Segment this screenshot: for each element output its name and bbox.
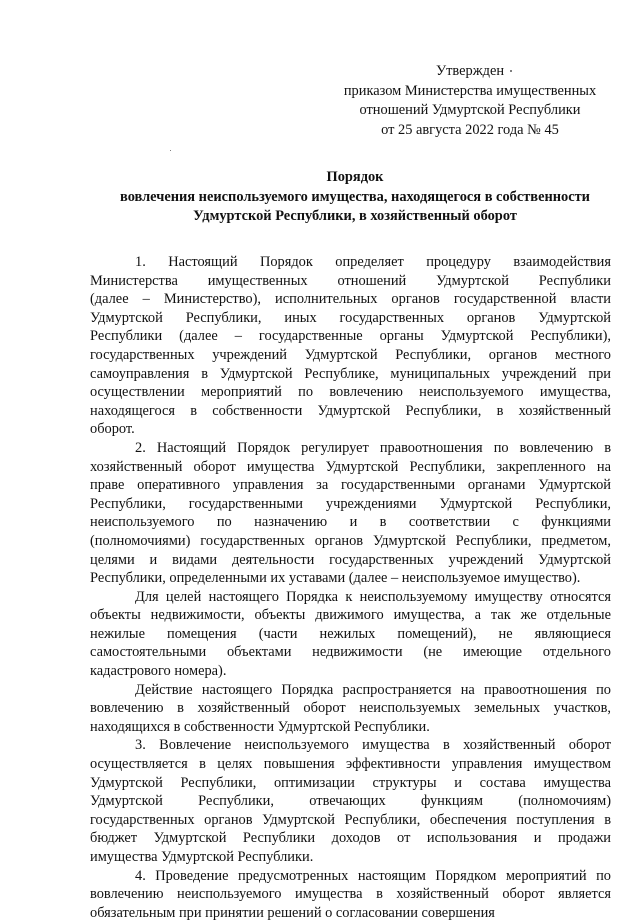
paragraph-line: (далее – Министерство), исполнительных органов государственной власти [90,291,611,308]
document-title [80,168,630,227]
paragraph-line: Республики, государственными учреждениями Удмуртской Республики, [90,495,611,512]
approval-line-3: отношений Удмуртской Республики [359,102,581,118]
paragraph-line: находящихся в собственности Удмуртской Республики. [90,718,430,735]
document-body [90,253,611,922]
paragraph [90,681,611,737]
approval-line-1: Утвержден [435,63,505,79]
title-line-2: вовлечения неиспользуемого имущества, находящегося в собственности [120,188,590,205]
paragraph-line: имущества Удмуртской Республики. [90,849,314,865]
scan-speck [170,150,171,151]
paragraph [90,588,611,681]
paragraph-line: неиспользуемого по назначению и в соответствии с функциями [90,514,611,531]
paragraph-line: Для целей настоящего Порядка к неиспользуемому имуществу относятся [135,588,611,605]
paragraph-line: вовлечению неиспользуемого имущества в хозяйственный оборот является [90,886,611,903]
paragraph-line: нежилые помещения (части нежилых помещений), не являющиеся [90,625,611,642]
paragraph-line: осуществляется в целях повышения эффективности управления имуществом [90,756,611,773]
paragraph-line: вовлечению в хозяйственный оборот неиспользуемых земельных участков, [90,700,611,717]
paragraph-line: государственных учреждений Удмуртской Республики, органов местного [90,346,611,363]
paragraph-line: самостоятельными объектами недвижимости (не имеющие отдельного [90,644,611,661]
paragraph [90,736,611,866]
approval-line-2: приказом Министерства имущественных [343,82,597,99]
paragraph-line: 1. Настоящий Порядок определяет процедуру взаимодействия [135,254,611,270]
paragraph-line: осуществлении мероприятий по вовлечению неиспользуемого имущества, [90,384,611,401]
paragraph-line: Удмуртской Республики, отвечающих функциям (полномочиям) [90,793,611,810]
paragraph-line: Удмуртской Республики, оптимизации структуры и состава имущества [90,774,611,791]
paragraph-line: объекты недвижимости, объекты движимого имущества, а так же отдельные [90,607,611,624]
approval-line-4: от 25 августа 2022 года № 45 [381,121,559,138]
paragraph-line: обязательным при принятии решений о согласовании совершения [90,904,495,921]
paragraph-line: 4. Проведение предусмотренных настоящим Порядком мероприятий по [135,867,611,884]
paragraph [90,867,611,922]
paragraph [90,439,611,588]
paragraph-line: Удмуртской Республики, иных государственных органов Удмуртской [90,309,611,326]
paragraph-line: праве оперативного управления за государственными органами Удмуртской [90,477,611,494]
approval-stamp [330,62,610,140]
paragraph-line: Действие настоящего Порядка распространяется на правоотношения по [135,681,611,698]
paragraph-line: хозяйственный оборот имущества Удмуртской Республики, закрепленного на [90,458,611,475]
paragraph-line: оборот. [90,421,135,438]
paragraph-line: Республики, определенными их уставами (далее – неиспользуемое имущество). [90,570,581,587]
paragraph-line: самоуправления в Удмуртской Республике, муниципальных учреждений при [90,365,611,382]
paragraph-line: кадастрового номера). [90,663,227,680]
paragraph-line: Республики (далее – государственные органы Удмуртской Республики), [90,328,611,345]
paragraph-line: целями и видами деятельности государственных учреждений Удмуртской [90,551,611,568]
paragraph-line: Министерства имущественных отношений Удмуртской Республики [90,272,611,289]
paragraph-line: 2. Настоящий Порядок регулирует правоотношения по вовлечению в [135,439,611,456]
paragraph-line: бюджет Удмуртской Республики доходов от использования и продажи [90,830,611,847]
scan-speck [510,70,512,72]
paragraph [90,253,611,439]
title-line-1: Порядок [326,169,384,185]
title-line-3: Удмуртской Республики, в хозяйственный оборот [193,208,517,224]
paragraph-line: (полномочиями) государственных органов Удмуртской Республики, предметом, [90,532,611,549]
paragraph-line: 3. Вовлечение неиспользуемого имущества в хозяйственный оборот [135,737,611,754]
paragraph-line: находящегося в собственности Удмуртской Республики, в хозяйственный [90,402,611,419]
paragraph-line: государственных органов Удмуртской Республики, обеспечения поступления в [90,811,611,828]
